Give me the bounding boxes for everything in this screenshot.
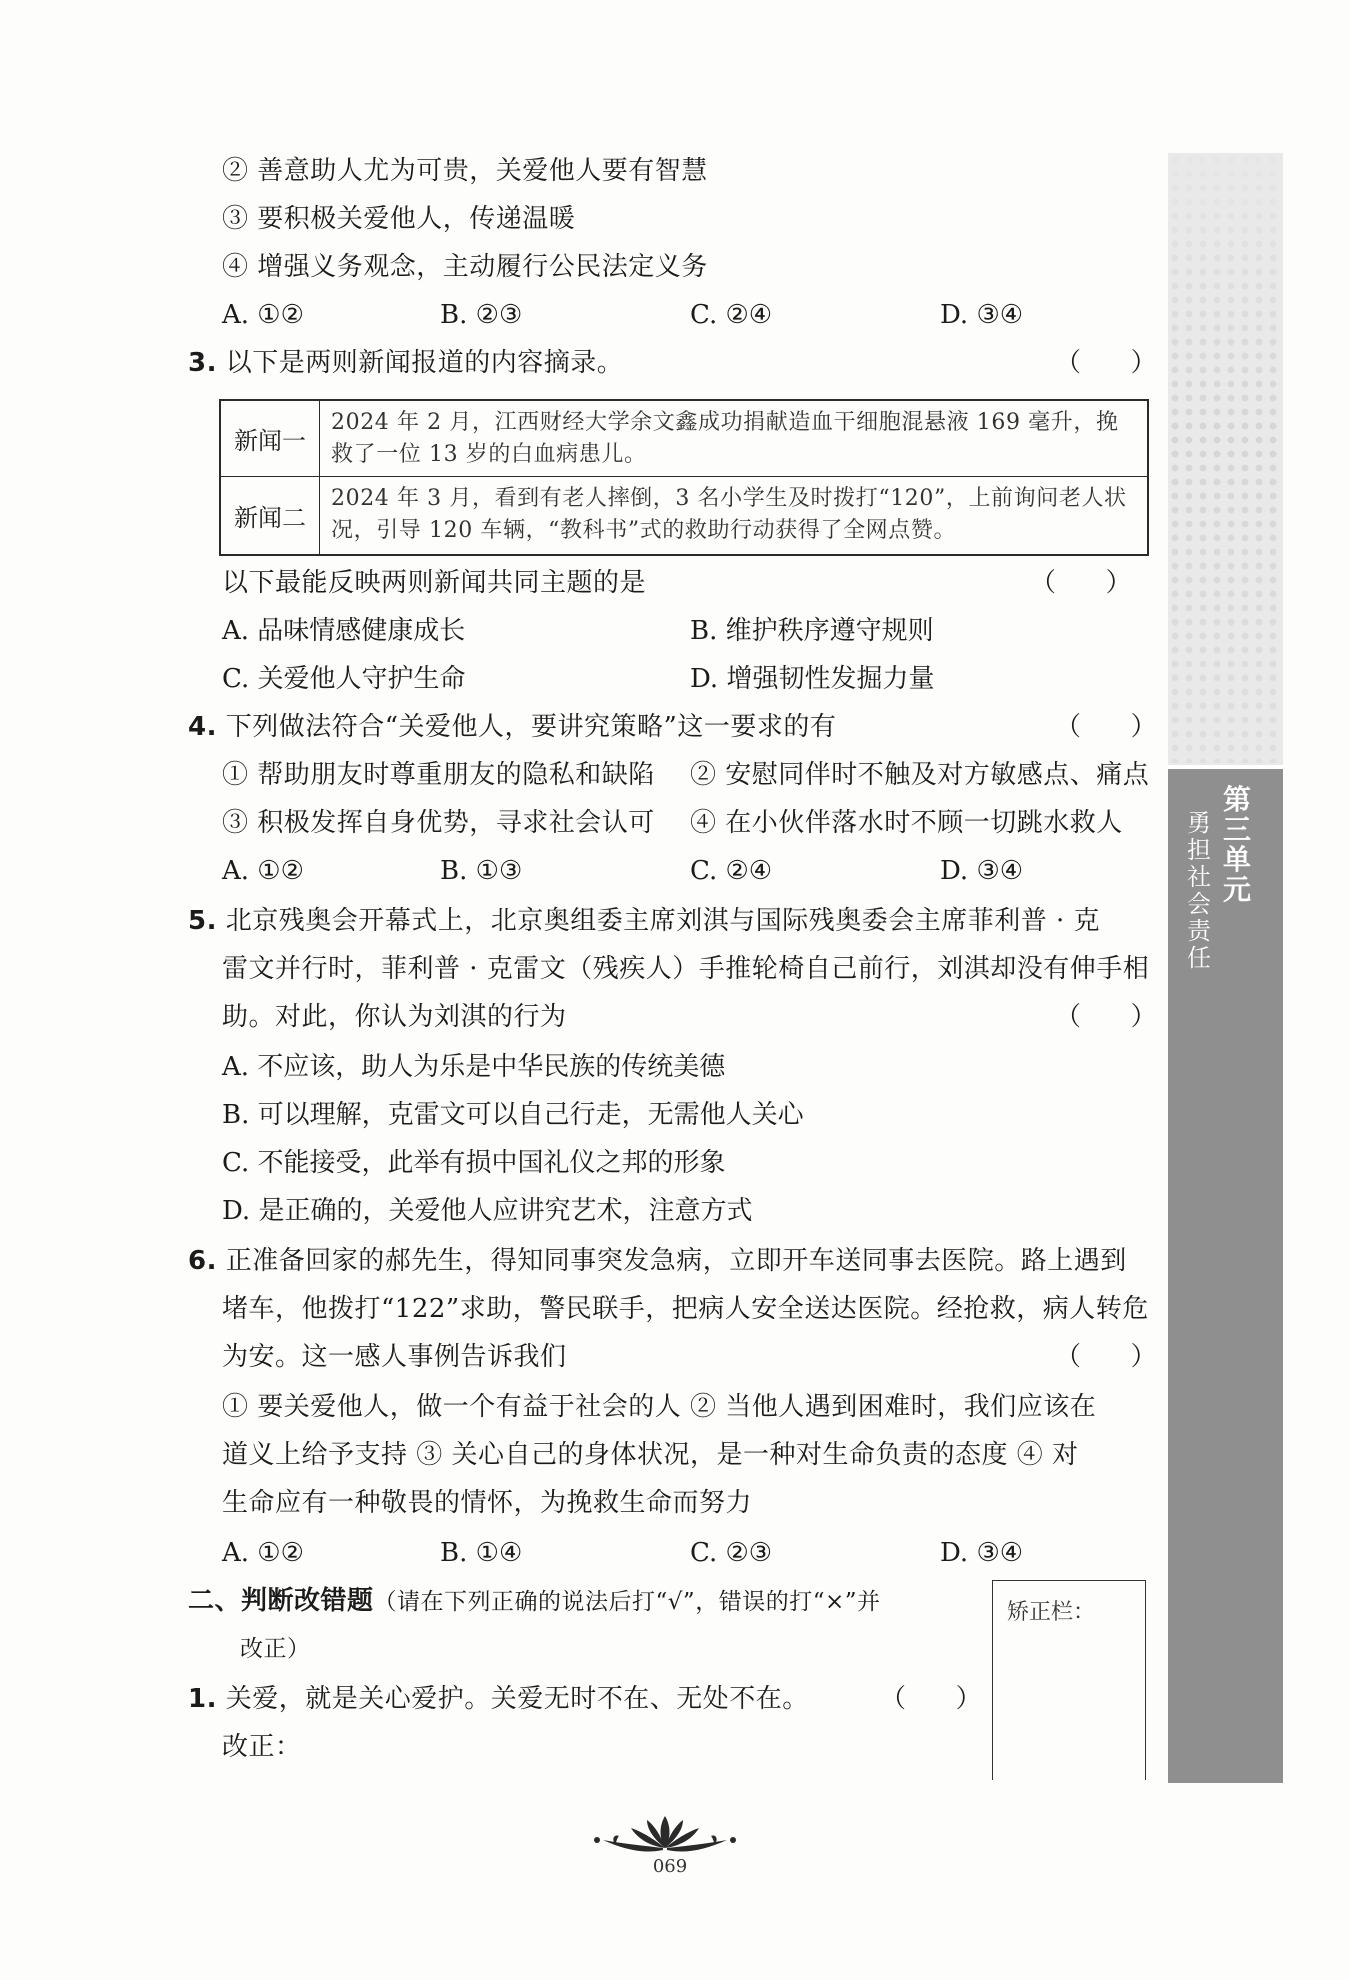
q3-option-b: B. 维护秩序遵守规则: [690, 616, 934, 646]
q6-option-c: C. ②③: [690, 1538, 773, 1568]
q6-option-a: A. ①②: [222, 1538, 304, 1568]
news-table: [219, 399, 1149, 556]
section2-title: 二、判断改错题: [188, 1586, 374, 1616]
q4-item-2: ② 安慰同伴时不触及对方敏感点、痛点: [690, 760, 1150, 790]
q4-item-1: ① 帮助朋友时尊重朋友的隐私和缺陷: [222, 760, 655, 790]
q3-stem-text: 以下是两则新闻报道的内容摘录。: [225, 348, 624, 378]
j1-number: 1.: [188, 1684, 217, 1714]
q4-stem-text: 下列做法符合“关爱他人，要讲究策略”这一要求的有: [225, 712, 837, 742]
q4-option-d: D. ③④: [940, 856, 1024, 886]
q5-line-1: [188, 904, 1100, 938]
sidebar-fade: [1168, 153, 1283, 763]
q2-option-c: C. ②④: [690, 300, 773, 330]
q2-item-3: ③ 要积极关爱他人，传递温暖: [222, 204, 576, 234]
q5-line-2: 雷文并行时，菲利普 · 克雷文（残疾人）手推轮椅自己前行，刘淇却没有伸手相: [222, 954, 1150, 984]
q6-line-3: 为安。这一感人事例告诉我们: [222, 1342, 567, 1372]
news-text: 2024 年 2 月，江西财经大学余文鑫成功捐献造血干细胞混悬液 169 毫升，挽救了一位 13 岁的白血病患儿。: [331, 410, 1119, 467]
section2-instruction-2: 改正）: [240, 1636, 311, 1662]
q3-stem: [188, 346, 623, 380]
news-text: 2024 年 3 月，看到有老人摔倒，3 名小学生及时拨打“120”，上前询问老人状况，引导 120 车辆，“教科书”式的救助行动获得了全网点赞。: [331, 486, 1127, 543]
q5-line-3: 助。对此，你认为刘淇的行为: [222, 1002, 567, 1032]
q6-line-2: 堵车，他拨打“122”求助，警民联手，把病人安全送达医院。经抢救，病人转危: [222, 1294, 1149, 1324]
q2-item-2: ② 善意助人尤为可贵，关爱他人要有智慧: [222, 156, 708, 186]
section2-heading: [188, 1584, 880, 1619]
news-label: 新闻二: [221, 477, 320, 554]
section2-instruction: （请在下列正确的说法后打“√”，错误的打“×”并: [373, 1589, 881, 1615]
q5-option-c: C. 不能接受，此举有损中国礼仪之邦的形象: [222, 1148, 726, 1178]
q3-option-c: C. 关爱他人守护生命: [222, 664, 466, 694]
q5-answer-paren: （ ）: [1055, 1002, 1157, 1032]
q3-answer-paren-2: （ ）: [1030, 568, 1132, 598]
q4-item-4: ④ 在小伙伴落水时不顾一切跳水救人: [690, 808, 1123, 838]
q6-line-1: [188, 1244, 1127, 1278]
unit-label: 第三单元: [1222, 783, 1251, 906]
correction-label: 矫正栏：: [1007, 1600, 1096, 1625]
q6-number: 6.: [188, 1246, 217, 1276]
q6-answer-paren: （ ）: [1055, 1342, 1157, 1372]
floral-ornament-icon: [585, 1810, 745, 1860]
j1-stem: [188, 1682, 809, 1716]
page-number: 069: [652, 1856, 688, 1877]
q2-option-a: A. ①②: [222, 300, 304, 330]
news-label: 新闻一: [221, 401, 320, 476]
unit-title: 勇担社会责任: [1187, 809, 1211, 972]
q2-option-d: D. ③④: [940, 300, 1024, 330]
q5-option-a: A. 不应该，助人为乐是中华民族的传统美德: [222, 1052, 726, 1082]
j1-stem-text: 关爱，就是关心爱护。关爱无时不在、无处不在。: [225, 1684, 809, 1714]
q5-number: 5.: [188, 906, 217, 936]
q6-item-line-1: ① 要关爱他人，做一个有益于社会的人 ② 当他人遇到困难时，我们应该在: [222, 1392, 1097, 1422]
q2-item-4: ④ 增强义务观念，主动履行公民法定义务: [222, 252, 708, 282]
q3-option-d: D. 增强韧性发掘力量: [690, 664, 935, 694]
q6-text: 正准备回家的郝先生，得知同事突发急病，立即开车送同事去医院。路上遇到: [225, 1246, 1127, 1276]
q6-item-line-2: 道义上给予支持 ③ 关心自己的身体状况，是一种对生命负责的态度 ④ 对: [222, 1440, 1079, 1470]
q4-stem: [188, 710, 836, 744]
q5-text: 北京残奥会开幕式上，北京奥组委主席刘淇与国际残奥委会主席菲利普 · 克: [225, 906, 1101, 936]
q4-option-c: C. ②④: [690, 856, 773, 886]
q4-item-3: ③ 积极发挥自身优势，寻求社会认可: [222, 808, 655, 838]
j1-answer-paren[interactable]: （ ）: [880, 1684, 982, 1714]
q5-option-b: B. 可以理解，克雷文可以自己行走，无需他人关心: [222, 1100, 804, 1130]
news-row: [221, 477, 1147, 554]
q4-option-a: A. ①②: [222, 856, 304, 886]
j1-fix-label: 改正：: [222, 1732, 302, 1762]
q5-option-d: D. 是正确的，关爱他人应讲究艺术，注意方式: [222, 1196, 753, 1226]
q3-number: 3.: [188, 348, 217, 378]
q4-option-b: B. ①③: [440, 856, 523, 886]
q6-item-line-3: 生命应有一种敬畏的情怀，为挽救生命而努力: [222, 1488, 753, 1518]
q6-option-d: D. ③④: [940, 1538, 1024, 1568]
q3-answer-paren: （ ）: [1055, 348, 1157, 378]
correction-box[interactable]: [992, 1580, 1146, 1780]
q3-option-a: A. 品味情感健康成长: [222, 616, 466, 646]
q2-option-b: B. ②③: [440, 300, 523, 330]
q3-question: 以下最能反映两则新闻共同主题的是: [222, 568, 647, 598]
q4-answer-paren: （ ）: [1055, 712, 1157, 742]
news-row: [221, 401, 1147, 477]
q6-option-b: B. ①④: [440, 1538, 523, 1568]
q4-number: 4.: [188, 712, 217, 742]
